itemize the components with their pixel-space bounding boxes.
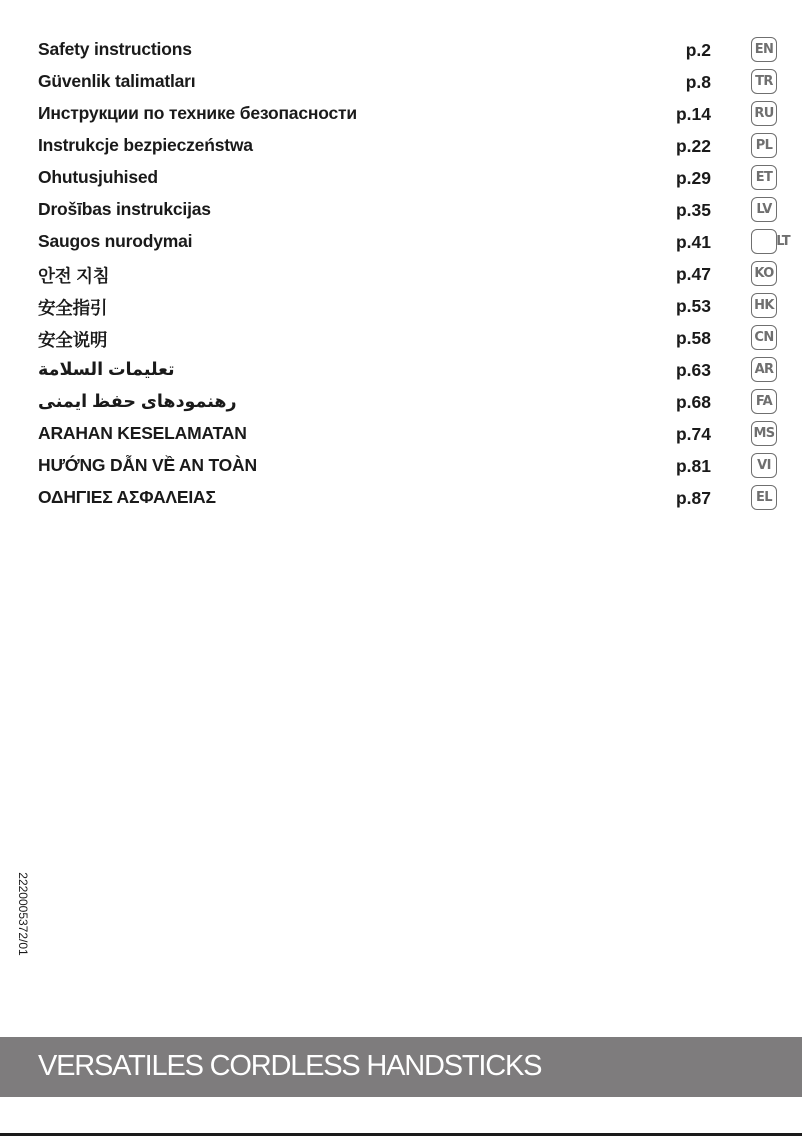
toc-page-number: p.22 (675, 136, 711, 156)
toc-row-el[interactable] (0, 482, 802, 514)
toc-page-number: p.8 (685, 72, 711, 92)
toc-page-number: p.2 (685, 40, 711, 60)
toc-page-number: p.68 (675, 392, 711, 412)
language-code: EN (754, 42, 774, 57)
toc-row-hk[interactable] (0, 290, 802, 322)
toc-title: Инструкции по технике безопасности (38, 103, 357, 123)
language-code: RU (754, 106, 774, 121)
toc-title: HƯỚNG DẪN VỀ AN TOÀN (38, 455, 257, 475)
toc-title: ARAHAN KESELAMATAN (38, 423, 247, 443)
toc-title: ΟΔΗΓΙΕΣ ΑΣΦΑΛΕΙΑΣ (38, 487, 216, 507)
toc-page-number: p.53 (675, 296, 711, 316)
toc-row-et[interactable] (0, 162, 802, 194)
language-badge-el (751, 485, 777, 510)
toc-page-number: p.87 (675, 488, 711, 508)
footer-banner (0, 1037, 802, 1097)
language-code: VI (757, 458, 771, 473)
language-code: FA (755, 394, 773, 409)
toc-title: 安全指引 (38, 298, 108, 318)
toc-page-number: p.81 (675, 456, 711, 476)
language-badge-ru (751, 101, 777, 126)
language-badge-cn (751, 325, 777, 350)
document-code-text: 2220005372/01 (16, 872, 30, 956)
toc-row-ko[interactable] (0, 258, 802, 290)
language-code: LV (756, 202, 772, 217)
language-badge-lt (751, 229, 790, 254)
toc-page-number: p.74 (675, 424, 711, 444)
toc-row-cn[interactable] (0, 322, 802, 354)
language-badge-et (751, 165, 777, 190)
toc-row-ru[interactable] (0, 98, 802, 130)
toc-row-vi[interactable] (0, 450, 802, 482)
toc-page-number: p.47 (675, 264, 711, 284)
language-code: TR (755, 74, 773, 89)
language-badge-fa (751, 389, 777, 414)
toc-title: Instrukcje bezpieczeństwa (38, 135, 253, 155)
language-code: PL (755, 138, 773, 153)
toc-title: رهنمودهای حفظ ایمنی (38, 391, 237, 411)
toc-title: Güvenlik talimatları (38, 71, 196, 91)
toc-page-number: p.35 (675, 200, 711, 220)
language-badge-lv (751, 197, 777, 222)
language-badge-en (751, 37, 777, 62)
language-badge-ko (751, 261, 777, 286)
toc-title: تعليمات السلامة (38, 359, 175, 379)
product-title: VERSATILES CORDLESS HANDSTICKS (38, 1050, 542, 1082)
language-code: CN (754, 330, 774, 345)
toc-title: Drošības instrukcijas (38, 199, 211, 219)
toc-row-ms[interactable] (0, 418, 802, 450)
language-badge-pl (751, 133, 777, 158)
language-badge-ar (751, 357, 777, 382)
toc-page-number: p.29 (675, 168, 711, 188)
language-badge-tr (751, 69, 777, 94)
language-badge-ms (751, 421, 777, 446)
language-code: MS (753, 426, 775, 441)
language-code: AR (754, 362, 774, 377)
toc-title: 안전 지침 (38, 266, 110, 286)
toc-row-fa[interactable] (0, 386, 802, 418)
language-code: LT (776, 234, 790, 249)
toc-row-en[interactable] (0, 34, 802, 66)
toc-title: Saugos nurodymai (38, 231, 193, 251)
toc-title: 安全说明 (38, 330, 108, 350)
toc-row-lt[interactable] (0, 226, 802, 258)
toc-title: Ohutusjuhised (38, 167, 158, 187)
table-of-contents (0, 34, 802, 514)
toc-page-number: p.63 (675, 360, 711, 380)
toc-page-number: p.58 (675, 328, 711, 348)
toc-row-tr[interactable] (0, 66, 802, 98)
toc-row-lv[interactable] (0, 194, 802, 226)
language-badge-vi (751, 453, 777, 478)
toc-row-ar[interactable] (0, 354, 802, 386)
toc-title: Safety instructions (38, 39, 192, 59)
toc-page-number: p.14 (675, 104, 711, 124)
language-code: KO (754, 266, 774, 281)
language-code: EL (756, 490, 772, 505)
language-code: HK (754, 298, 774, 313)
toc-page-number: p.41 (675, 232, 711, 252)
toc-row-pl[interactable] (0, 130, 802, 162)
document-reference-code (13, 864, 33, 964)
language-code: ET (755, 170, 773, 185)
language-badge-hk (751, 293, 777, 318)
